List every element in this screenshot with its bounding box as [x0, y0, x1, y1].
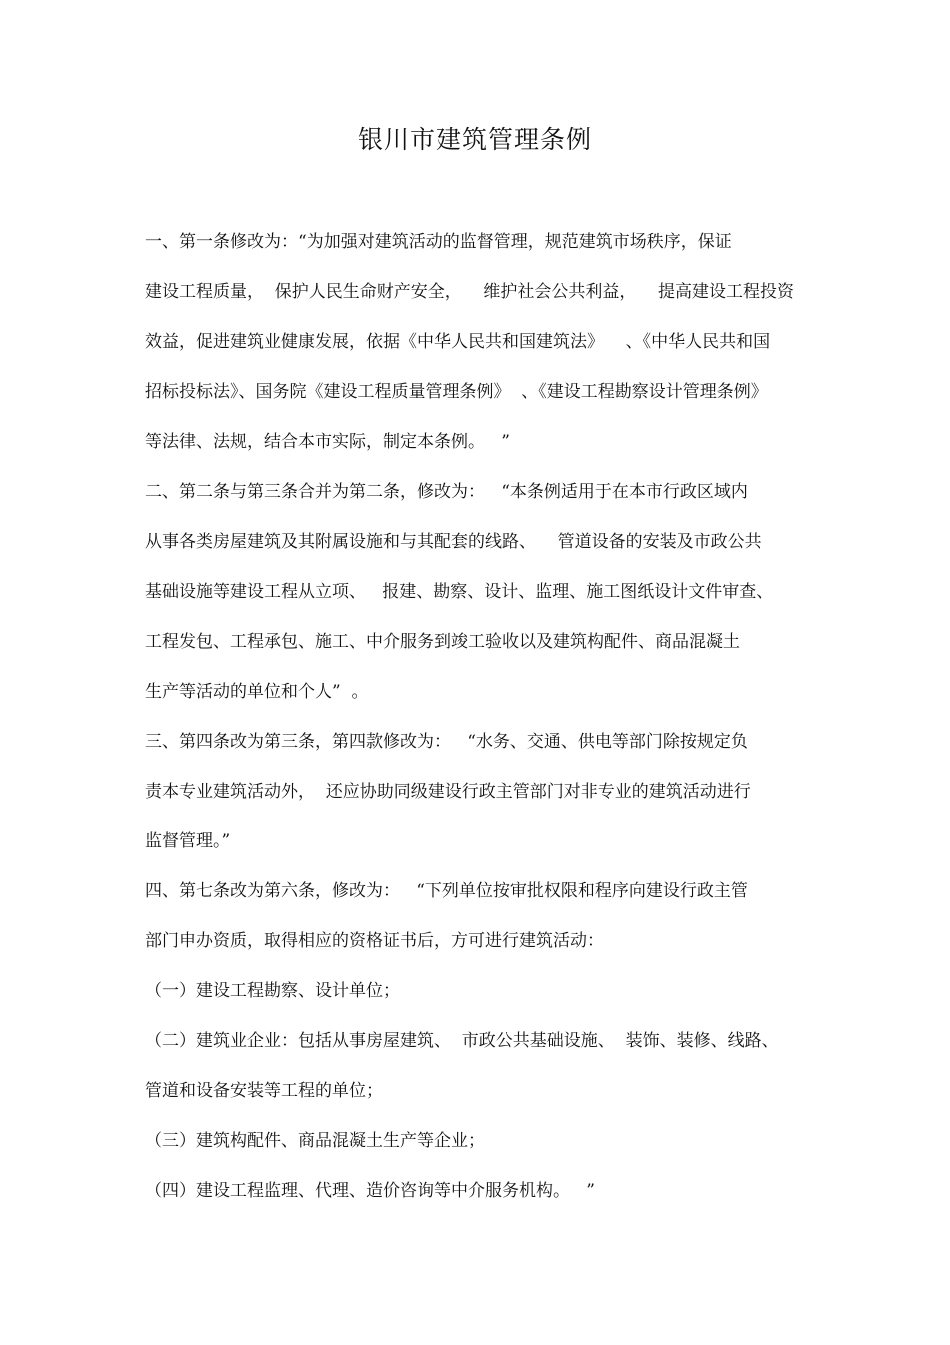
document-title: 银川市建筑管理条例: [357, 125, 592, 154]
paragraph-line: 监督管理。”: [145, 831, 231, 851]
paragraph-line: 三、第四条改为第三条，第四款修改为： “水务、交通、供电等部门除按规定负: [145, 732, 748, 752]
paragraph-line: 生产等活动的单位和个人” 。: [145, 682, 369, 702]
paragraph-line: 管道和设备安装等工程的单位；: [145, 1081, 383, 1101]
paragraph-line: 效益，促进建筑业健康发展，依据《中华人民共和国建筑法》 、《中华人民共和国: [145, 332, 771, 352]
paragraph-line: 部门申办资质，取得相应的资格证书后，方可进行建筑活动：: [145, 931, 604, 951]
paragraph-line: （二）建筑业企业：包括从事房屋建筑、 市政公共基础设施、 装饰、装修、线路、: [145, 1031, 779, 1051]
paragraph-line: （四）建设工程监理、代理、造价咨询等中介服务机构。 ”: [145, 1181, 595, 1201]
paragraph-line: 二、第二条与第三条合并为第二条，修改为： “本条例适用于在本市行政区域内: [145, 482, 748, 502]
paragraph-line: 等法律、法规，结合本市实际，制定本条例。 ”: [145, 432, 510, 452]
paragraph-line: 建设工程质量， 保护人民生命财产安全， 维护社会公共利益， 提高建设工程投资: [145, 282, 795, 302]
paragraph-line: 一、第一条修改为：“为加强对建筑活动的监督管理，规范建筑市场秩序，保证: [145, 232, 732, 252]
paragraph-line: （三）建筑构配件、商品混凝土生产等企业；: [145, 1131, 485, 1151]
paragraph-line: （一）建设工程勘察、设计单位；: [145, 981, 400, 1001]
paragraph-line: 基础设施等建设工程从立项、 报建、勘察、设计、监理、施工图纸设计文件审查、: [145, 582, 774, 602]
paragraph-line: 四、第七条改为第六条，修改为： “下列单位按审批权限和程序向建设行政主管: [145, 881, 748, 901]
paragraph-line: 招标投标法》、国务院《建设工程质量管理条例》 、《建设工程勘察设计管理条例》: [145, 382, 768, 402]
paragraph-line: 工程发包、工程承包、施工、中介服务到竣工验收以及建筑构配件、商品混凝土: [145, 632, 740, 652]
paragraph-line: 从事各类房屋建筑及其附属设施和与其配套的线路、 管道设备的安装及市政公共: [145, 532, 762, 552]
paragraph-line: 责本专业建筑活动外， 还应协助同级建设行政主管部门对非专业的建筑活动进行: [145, 782, 751, 802]
